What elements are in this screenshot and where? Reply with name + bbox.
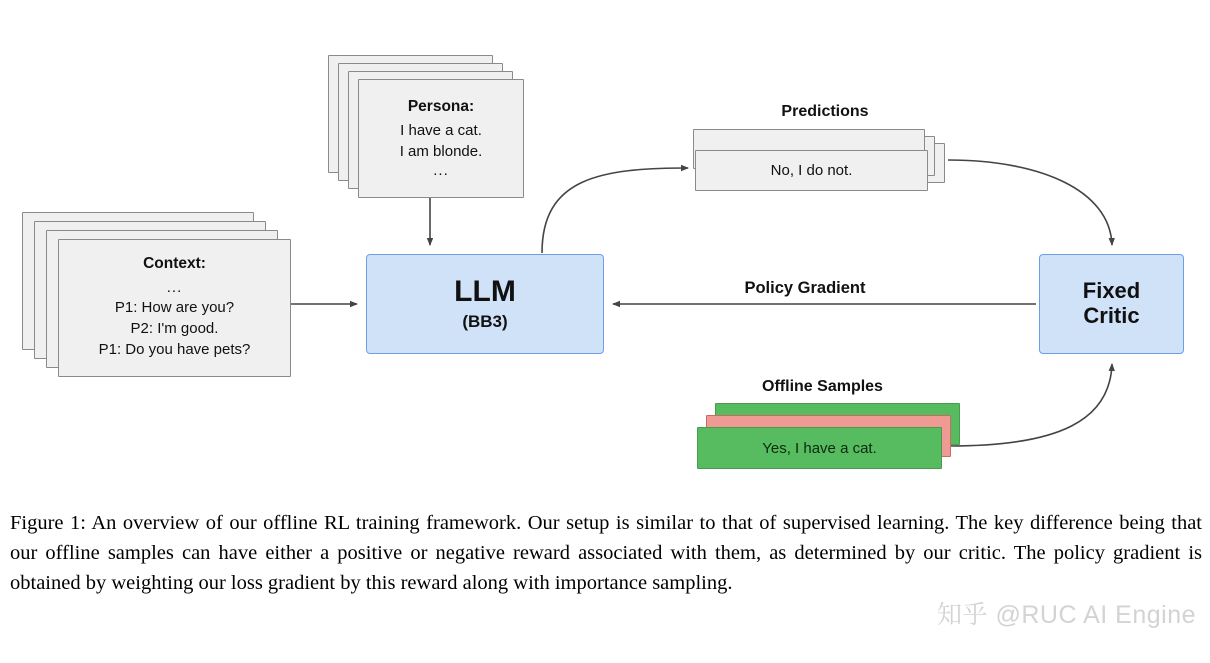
offline-samples-stack bbox=[697, 403, 967, 473]
watermark: 知乎 @RUC AI Engine bbox=[937, 601, 1196, 629]
context-line-2: P2: I'm good. bbox=[130, 320, 219, 338]
llm-box bbox=[366, 254, 604, 354]
offline-sample-card-positive bbox=[697, 427, 942, 469]
llm-title: LLM bbox=[454, 275, 516, 309]
persona-ellipsis: ... bbox=[433, 162, 449, 180]
context-ellipsis: ... bbox=[166, 279, 183, 297]
predictions-card-stack bbox=[693, 129, 958, 199]
context-line-3: P1: Do you have pets? bbox=[98, 341, 251, 359]
figure-caption: Figure 1: An overview of our offline RL training framework. Our setup is similar to that of supervised learning. The key difference being that our offline samples can have either a positive or negative reward associated with them, as determined by our critic. The policy gradient is obtained by weighting our loss gradient by this reward along with importance sampling. bbox=[10, 512, 1202, 595]
predictions-label: Predictions bbox=[781, 103, 869, 120]
offline-samples-label: Offline Samples bbox=[762, 378, 883, 395]
persona-line-2: I am blonde. bbox=[399, 142, 483, 160]
critic-title-line-1: Fixed bbox=[1082, 278, 1141, 304]
persona-title: Persona: bbox=[407, 97, 475, 115]
context-line-1: P1: How are you? bbox=[114, 298, 235, 316]
critic-title-line-2: Critic bbox=[1083, 303, 1140, 328]
persona-line-1: I have a cat. bbox=[400, 121, 482, 139]
prediction-text: No, I do not. bbox=[770, 162, 853, 179]
context-card bbox=[58, 239, 291, 377]
policy-gradient-label: Policy Gradient bbox=[744, 279, 866, 297]
context-title: Context: bbox=[143, 255, 206, 273]
fixed-critic-box bbox=[1039, 254, 1184, 354]
persona-card bbox=[358, 79, 524, 198]
persona-card-stack bbox=[328, 55, 528, 203]
offline-sample-text: Yes, I have a cat. bbox=[762, 439, 877, 457]
llm-subtitle: (BB3) bbox=[462, 311, 508, 331]
context-card-stack bbox=[22, 212, 292, 377]
prediction-card bbox=[695, 150, 928, 191]
